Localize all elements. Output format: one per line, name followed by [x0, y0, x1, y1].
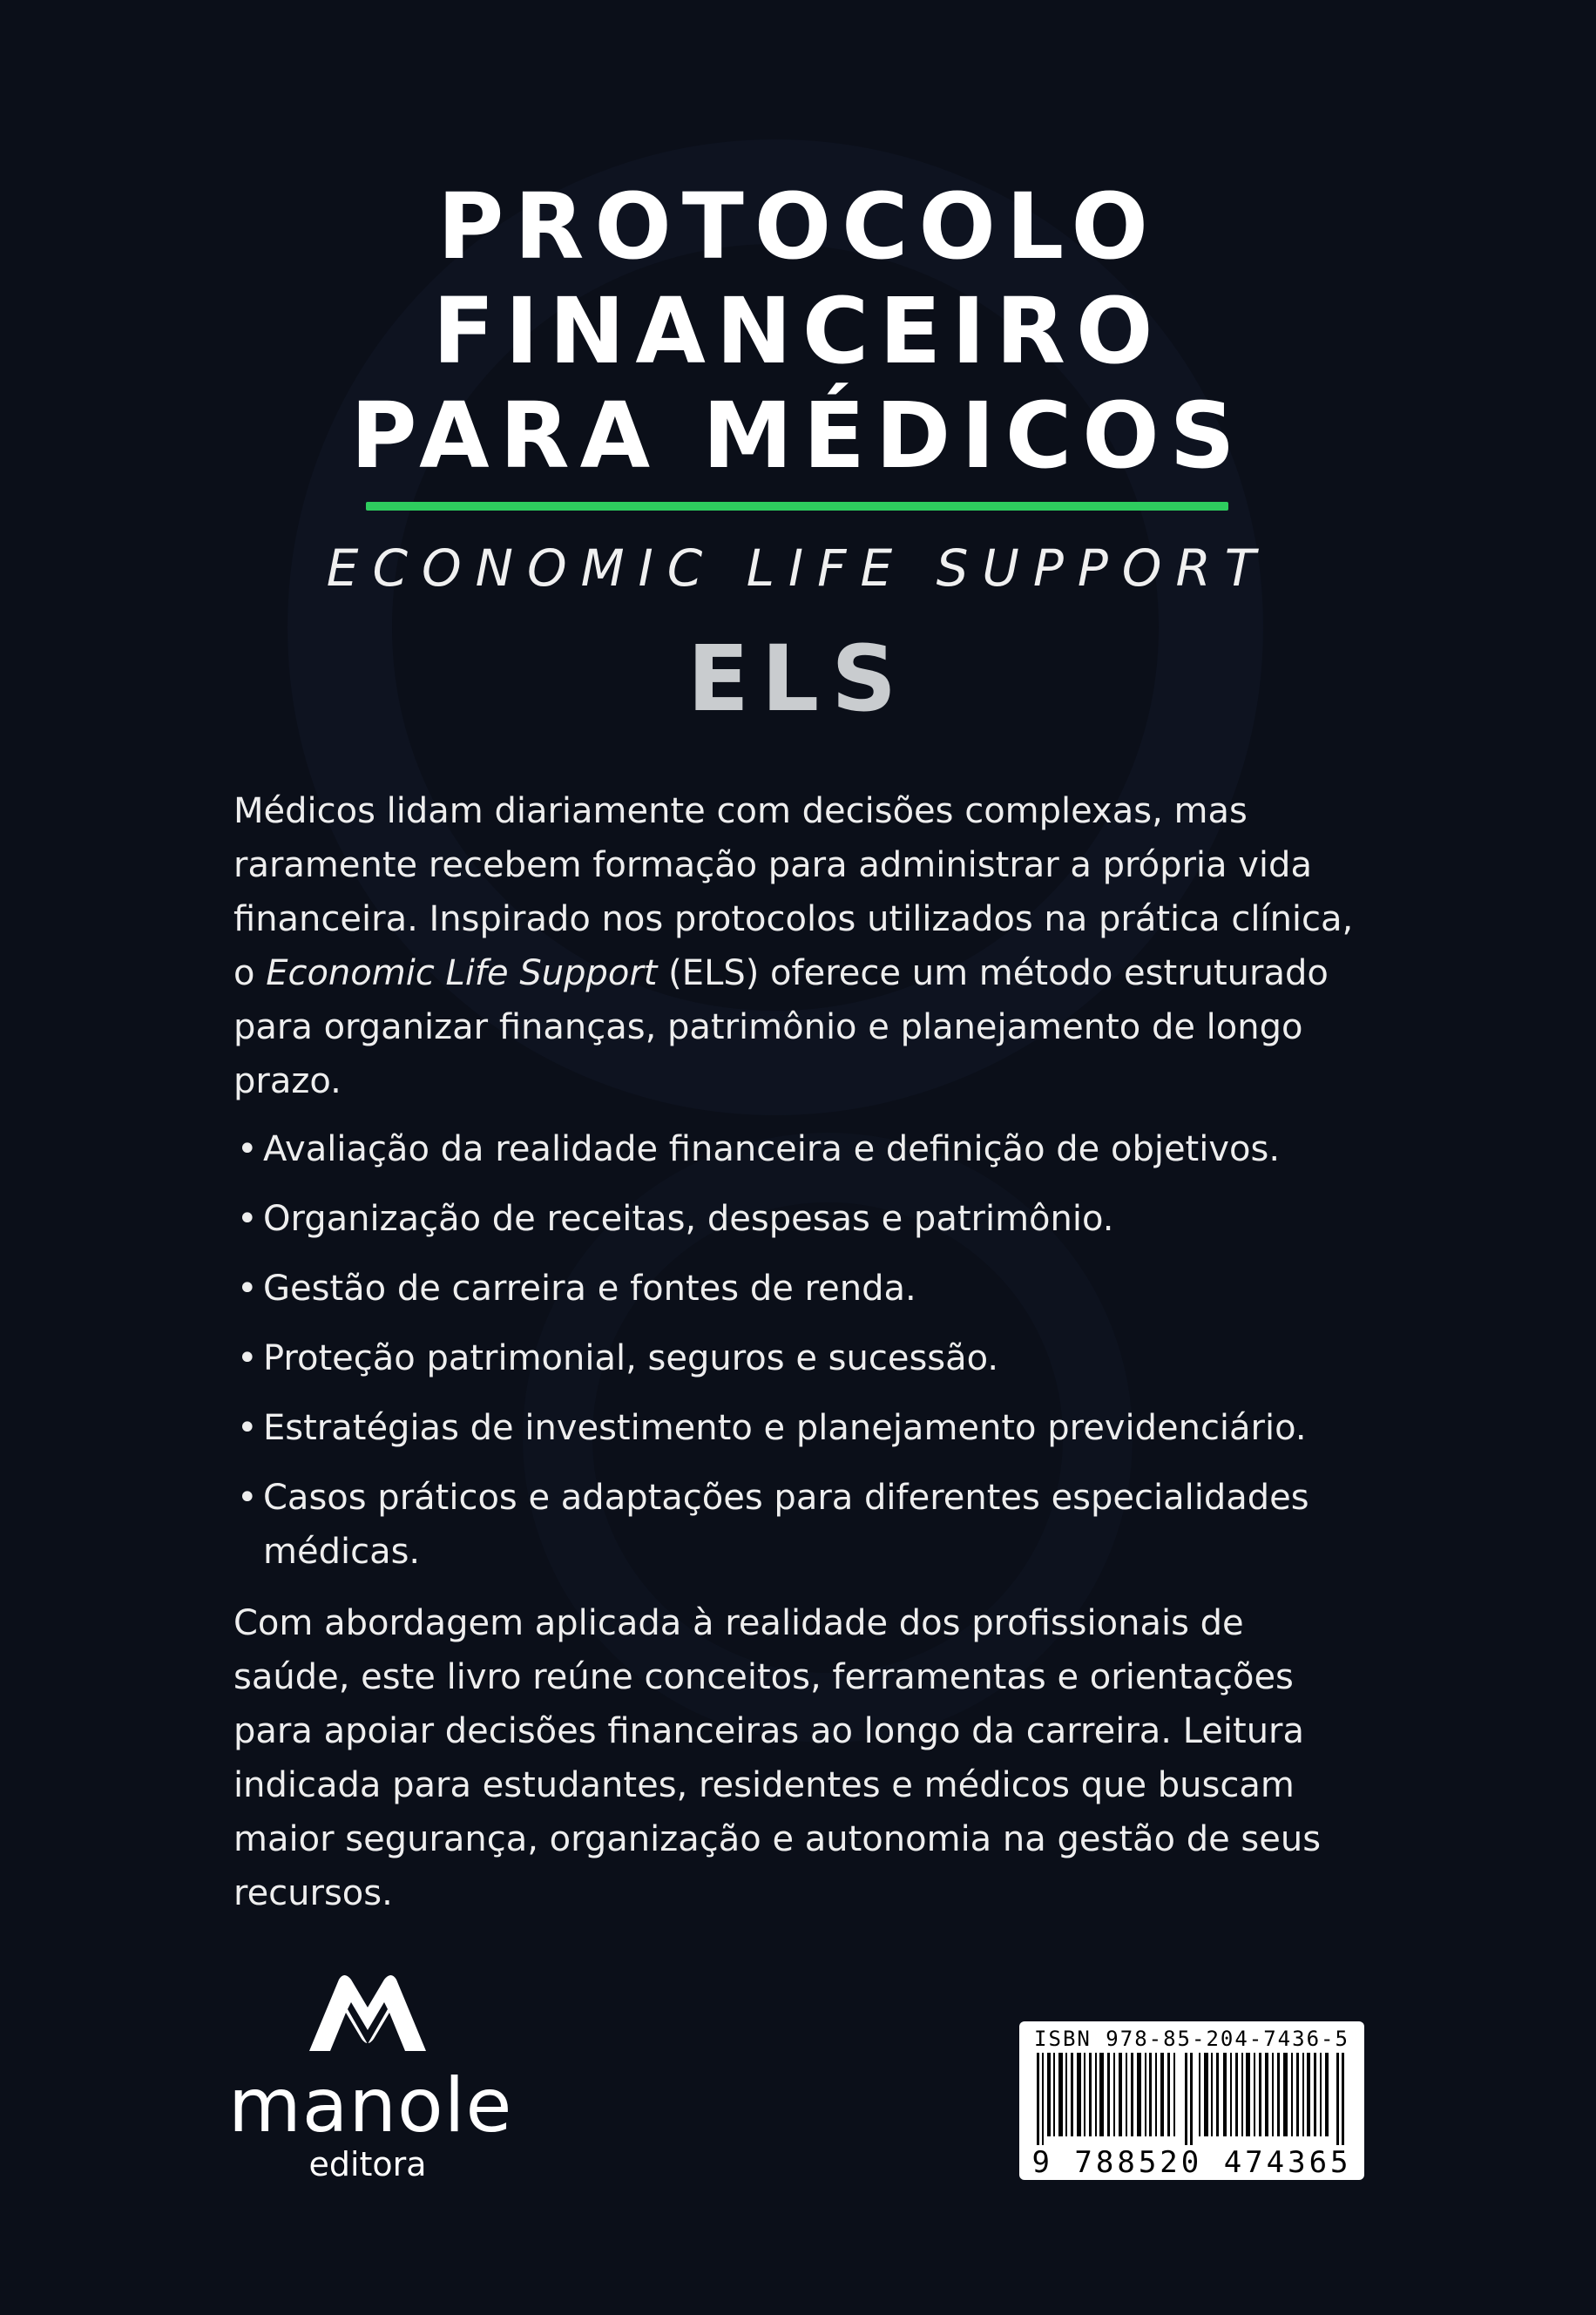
title-underline-rule [366, 502, 1228, 511]
title-line-3: PARA MÉDICOS [350, 382, 1246, 489]
title-line-1: PROTOCOLO [437, 173, 1159, 280]
book-title [0, 174, 1596, 488]
list-item [233, 1401, 1366, 1455]
list-item [233, 1122, 1366, 1176]
topics-list [233, 1122, 1366, 1579]
bullet-icon: • [237, 1199, 258, 1239]
isbn-label: ISBN 978-85-204-7436-5 [1034, 2027, 1349, 2051]
list-item-text: Casos práticos e adaptações para diferentes especialidades médicas. [263, 1478, 1309, 1572]
list-item [233, 1192, 1366, 1246]
list-item [233, 1471, 1366, 1579]
intro-text-2: (ELS) oferece um método estruturado para organizar finanças, patrimônio e planejamento de longo prazo. [233, 953, 1329, 1101]
isbn-barcode [1019, 2021, 1364, 2180]
bullet-icon: • [237, 1269, 258, 1309]
list-item-text: Estratégias de investimento e planejamento previdenciário. [263, 1408, 1307, 1448]
book-acronym: ELS [686, 626, 910, 732]
title-line-2: FINANCEIRO [432, 278, 1164, 384]
intro-paragraph [233, 784, 1366, 1108]
barcode-digits: 9 788520 474365 [1031, 2145, 1352, 2180]
list-item-text: Avaliação da realidade financeira e definição de objetivos. [263, 1129, 1281, 1169]
publisher-name: manole [228, 2062, 513, 2149]
bullet-icon: • [237, 1408, 258, 1448]
list-item [233, 1262, 1366, 1316]
list-item [233, 1331, 1366, 1385]
intro-emphasis: Economic Life Support [266, 953, 658, 993]
publisher-subtitle: editora [308, 2145, 427, 2183]
back-cover-description [233, 784, 1366, 1920]
list-item-text: Organização de receitas, despesas e patrimônio. [263, 1199, 1114, 1239]
closing-paragraph: Com abordagem aplicada à realidade dos profissionais de saúde, este livro reúne conceitos, ferramentas e orientações para apoiar decisões financeiras ao longo da carreira. Leitura indicada para estudantes, residentes e médicos que buscam maior segurança, organização e autonomia na gestão de seus recursos. [233, 1603, 1322, 1913]
list-item-text: Gestão de carreira e fontes de renda. [263, 1269, 916, 1309]
publisher-logo [228, 1967, 513, 2183]
intro-text-1: Médicos lidam diariamente com decisões complexas, mas raramente recebem formação para administrar a própria vida financeira. Inspirado nos protocolos utilizados na prática clínica, o [233, 791, 1354, 993]
manole-m-icon [302, 1967, 433, 2063]
list-item-text: Proteção patrimonial, seguros e sucessão. [263, 1338, 999, 1378]
barcode-bars [1035, 2053, 1349, 2145]
bullet-icon: • [237, 1338, 258, 1378]
bullet-icon: • [237, 1478, 258, 1518]
bullet-icon: • [237, 1129, 258, 1169]
book-subtitle: ECONOMIC LIFE SUPPORT [326, 538, 1270, 598]
